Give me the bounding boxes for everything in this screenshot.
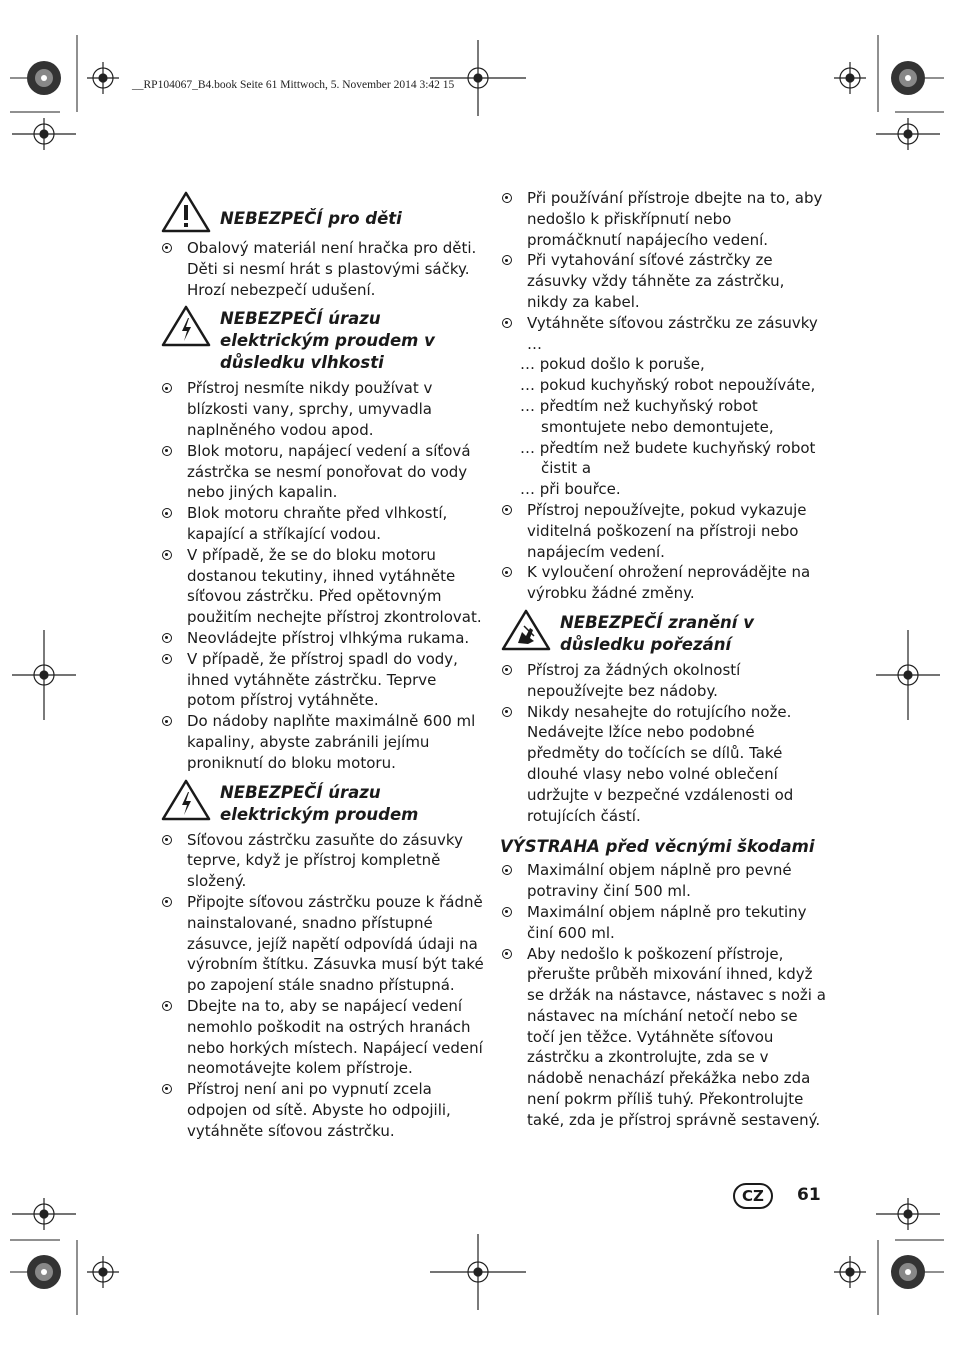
- list-item: V případě, že se do bloku motoru dostanou tekutiny, ihned vytáhněte síťovou zástrčku. Před opětovným použitím nechejte přístroj zkontrolovat.: [160, 545, 486, 628]
- list-item: Při vytahování síťové zástrčky ze zásuvky vždy táhněte za zástrčku, nikdy za kabel.: [500, 250, 826, 312]
- bullet-icon: [502, 255, 512, 265]
- bullet-icon: [502, 567, 512, 577]
- bullet-icon: [162, 716, 172, 726]
- section-list: [500, 660, 826, 826]
- bullet-icon: [502, 707, 512, 717]
- list-item: Obalový materiál není hračka pro děti. Děti si nesmí hrát s plastovými sáčky. Hrozí nebezpečí udušení.: [160, 238, 486, 300]
- bullet-icon: [162, 383, 172, 393]
- warning-exclamation-icon: [160, 190, 212, 234]
- section-title: NEBEZPEČÍ pro děti: [220, 209, 402, 228]
- warning-children-heading: [160, 194, 486, 234]
- sub-item: … pokud došlo k poruše,: [520, 355, 705, 374]
- sub-item: … při bouřce.: [520, 480, 621, 499]
- section-title: NEBEZPEČÍ úrazu elektrickým proudem v důsledku vlhkosti: [220, 309, 435, 373]
- list-item: Síťovou zástrčku zasuňte do zásuvky teprve, když je přístroj kompletně složený.: [160, 830, 486, 892]
- bullet-icon: [162, 446, 172, 456]
- language-badge: CZ: [733, 1183, 773, 1209]
- list-item: Blok motoru chraňte před vlhkostí, kapající a stříkající vodou.: [160, 503, 486, 545]
- sub-item: … předtím než kuchyňský robot smontujete nebo demontujete,: [520, 396, 774, 436]
- warning-cut-heading: [500, 612, 826, 656]
- section-list: [160, 238, 486, 300]
- page-number: 61: [797, 1185, 821, 1205]
- bullet-icon: [162, 897, 172, 907]
- bullet-icon: [162, 654, 172, 664]
- list-item: Aby nedošlo k poškození přístroje, přerušte průběh mixování ihned, když se držák na nástavce, nástavec s noži a nástavec na míchání netočí nebo se točí jen těžce. Vytáhněte síťovou zástrčku a zkontrolujte, zda se v nádobě nenachází překážka nebo zda není pokrm příliš tuhý. Překontrolujte také, zda je přístroj správně sestavený.: [500, 944, 826, 1131]
- warning-cut-hand-icon: [500, 608, 552, 652]
- section-title: NEBEZPEČÍ zranění v důsledku pořezání: [560, 612, 754, 654]
- section-title: VÝSTRAHA před věcnými škodami: [500, 837, 815, 857]
- list-item: Přístroj nepoužívejte, pokud vykazuje viditelná poškození na přístroji nebo napájecím vedení.: [500, 500, 826, 562]
- list-item: Vytáhněte síťovou zástrčku ze zásuvky … … pokud došlo k poruše, … pokud kuchyňský robot nepoužíváte, … předtím než kuchyňský robot smontujete nebo demontujete, … předtím než budete kuchyňský robot čistit a … při bouřce.: [500, 313, 826, 500]
- list-item: Maximální objem náplně pro tekutiny činí 600 ml.: [500, 902, 826, 944]
- bullet-icon: [502, 665, 512, 675]
- list-item: Při používání přístroje dbejte na to, aby nedošlo k přiskřípnutí nebo promáčknutí napájecího vedení.: [500, 188, 826, 250]
- warning-lightning-icon: [160, 778, 212, 822]
- warning-lightning-icon: [160, 304, 212, 348]
- bullet-icon: [502, 907, 512, 917]
- bullet-icon: [502, 949, 512, 959]
- list-item: Blok motoru, napájecí vedení a síťová zástrčka se nesmí ponořovat do vody nebo jiných kapalin.: [160, 441, 486, 503]
- print-header: __RP104067_B4.book Seite 61 Mittwoch, 5. November 2014 3:42 15: [132, 79, 455, 91]
- section-list: [500, 860, 826, 1130]
- sub-list: [500, 354, 826, 500]
- list-item: Neovládejte přístroj vlhkýma rukama.: [160, 628, 486, 649]
- bullet-icon: [162, 633, 172, 643]
- bullet-icon: [502, 505, 512, 515]
- bullet-icon: [502, 193, 512, 203]
- list-item: Dbejte na to, aby se napájecí vedení nemohlo poškodit na ostrých hranách nebo horkých místech. Napájecí vedení neomotávejte kolem přístroje.: [160, 996, 486, 1079]
- list-item: Maximální objem náplně pro pevné potraviny činí 500 ml.: [500, 860, 826, 902]
- bullet-icon: [502, 865, 512, 875]
- warning-electric-heading: [160, 782, 486, 826]
- list-item: Nikdy nesahejte do rotujícího nože. Nedávejte lžíce nebo podobné předměty do točících se dílů. Také dlouhé vlasy nebo volné oblečení udržujte v bezpečné vzdálenosti od rotujících částí.: [500, 702, 826, 827]
- bullet-icon: [162, 1084, 172, 1094]
- bullet-icon: [162, 1001, 172, 1011]
- warning-electric-moisture-heading: [160, 308, 486, 374]
- sub-item: … předtím než budete kuchyňský robot čistit a: [520, 438, 816, 478]
- section-list: [160, 378, 486, 773]
- list-item: Do nádoby naplňte maximálně 600 ml kapaliny, abyste zabránili jejímu proniknutí do bloku motoru.: [160, 711, 486, 773]
- right-column: [500, 188, 826, 1131]
- list-item: Přístroj za žádných okolností nepoužívejte bez nádoby.: [500, 660, 826, 702]
- list-item: Připojte síťovou zástrčku pouze k řádně nainstalované, snadno přístupné zásuvce, jejíž napětí odpovídá údaji na výrobním štítku. Zásuvka musí být také po zapojení stále snadno přístupná.: [160, 892, 486, 996]
- bullet-icon: [502, 318, 512, 328]
- bullet-icon: [162, 835, 172, 845]
- sub-item: … pokud kuchyňský robot nepoužíváte,: [520, 376, 816, 395]
- bullet-icon: [162, 550, 172, 560]
- bullet-icon: [162, 508, 172, 518]
- section-list: [160, 830, 486, 1142]
- section-title: NEBEZPEČÍ úrazu elektrickým proudem: [220, 782, 419, 824]
- list-item: K vyloučení ohrožení neprovádějte na výrobku žádné změny.: [500, 562, 826, 604]
- continued-list: [500, 188, 826, 604]
- left-column: [160, 188, 486, 1141]
- list-item: Přístroj není ani po vypnutí zcela odpojen od sítě. Abyste ho odpojili, vytáhněte síťovou zástrčku.: [160, 1079, 486, 1141]
- bullet-icon: [162, 243, 172, 253]
- list-item: Přístroj nesmíte nikdy používat v blízkosti vany, sprchy, umyvadla naplněného vodou apod.: [160, 378, 486, 440]
- list-item: V případě, že přístroj spadl do vody, ihned vytáhněte zástrčku. Teprve potom přístroj vytáhněte.: [160, 649, 486, 711]
